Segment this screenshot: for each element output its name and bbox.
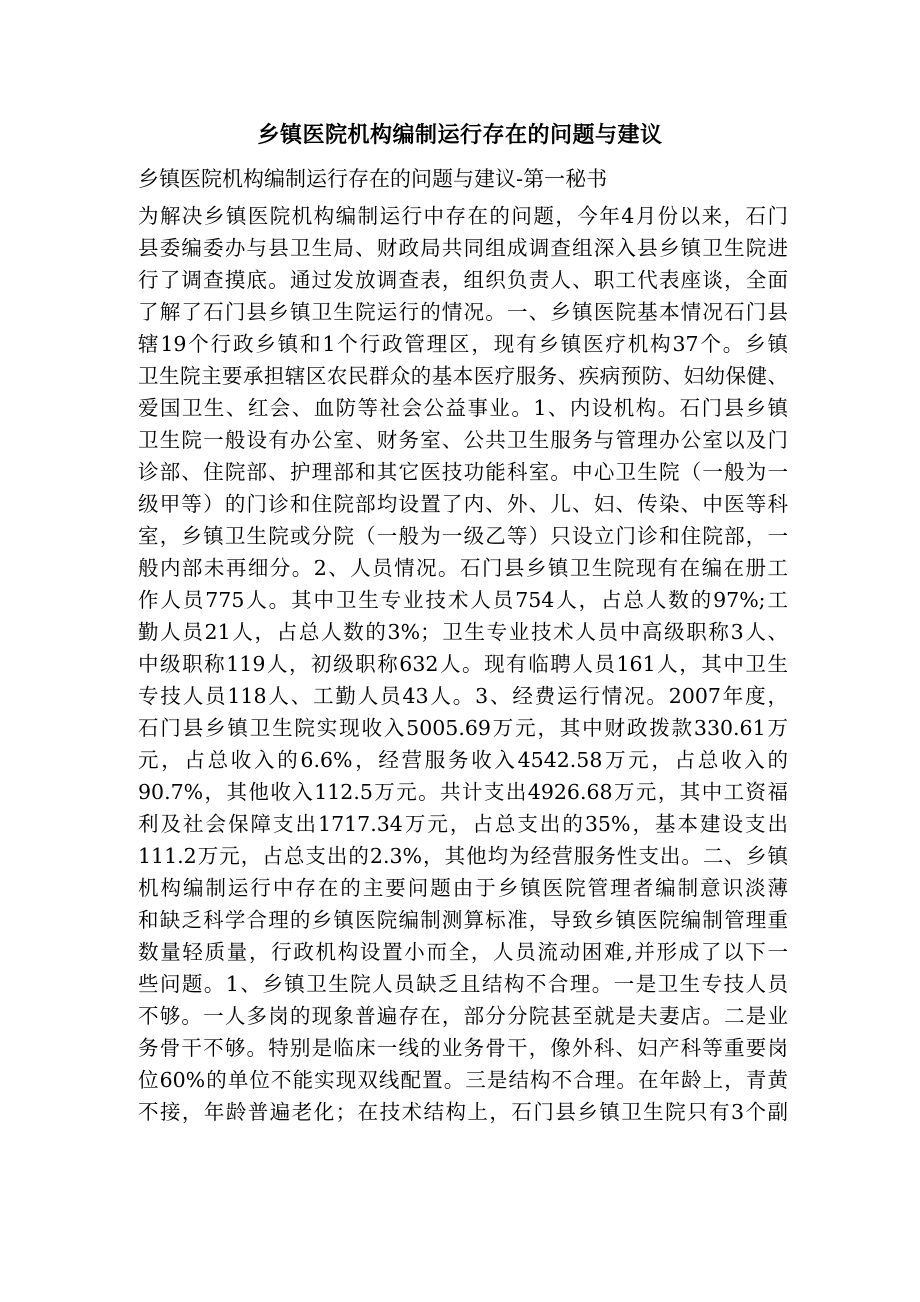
- body-line: 务骨干不够。特别是临床一线的业务骨干，像外科、妇产科等重要岗: [138, 1036, 788, 1060]
- body-line: 专技人员118人、工勤人员43人。3、经费运行情况。2007年度，: [138, 684, 788, 708]
- body-line: 卫生院主要承担辖区农民群众的基本医疗服务、疾病预防、妇幼保健、: [138, 364, 788, 388]
- document-body: [138, 200, 788, 1128]
- body-line: 勤人员21人，占总人数的3%；卫生专业技术人员中高级职称3人、: [138, 620, 788, 644]
- body-line: 县委编委办与县卫生局、财政局共同组成调查组深入县乡镇卫生院进: [138, 236, 788, 260]
- body-line: 机构编制运行中存在的主要问题由于乡镇医院管理者编制意识淡薄: [138, 876, 788, 900]
- body-line: 位60%的单位不能实现双线配置。三是结构不合理。在年龄上，青黄: [138, 1068, 788, 1092]
- body-line: 些问题。1、乡镇卫生院人员缺乏且结构不合理。一是卫生专技人员: [138, 972, 788, 996]
- body-line: 中级职称119人，初级职称632人。现有临聘人员161人，其中卫生: [138, 652, 788, 676]
- body-line: 石门县乡镇卫生院实现收入5005.69万元，其中财政拨款330.61万: [138, 716, 788, 740]
- body-line: 室，乡镇卫生院或分院（一般为一级乙等）只设立门诊和住院部，一: [138, 524, 788, 548]
- body-line: 90.7%，其他收入112.5万元。共计支出4926.68万元，其中工资福: [138, 780, 788, 804]
- body-line: 行了调查摸底。通过发放调查表，组织负责人、职工代表座谈，全面: [138, 268, 788, 292]
- body-line: 和缺乏科学合理的乡镇医院编制测算标准，导致乡镇医院编制管理重: [138, 908, 788, 932]
- body-line: 般内部未再细分。2、人员情况。石门县乡镇卫生院现有在编在册工: [138, 556, 788, 580]
- body-line: 级甲等）的门诊和住院部均设置了内、外、儿、妇、传染、中医等科: [138, 492, 788, 516]
- body-line: 爱国卫生、红会、血防等社会公益事业。1、内设机构。石门县乡镇: [138, 396, 788, 420]
- body-line: 作人员775人。其中卫生专业技术人员754人，占总人数的97%;工: [138, 588, 788, 612]
- body-line: 卫生院一般设有办公室、财务室、公共卫生服务与管理办公室以及门: [138, 428, 788, 452]
- body-line: 不够。一人多岗的现象普遍存在，部分分院甚至就是夫妻店。二是业: [138, 1004, 788, 1028]
- document-title: 乡镇医院机构编制运行存在的问题与建议: [257, 122, 663, 148]
- body-line: 辖19个行政乡镇和1个行政管理区，现有乡镇医疗机构37个。乡镇: [138, 332, 788, 356]
- body-line: 数量轻质量，行政机构设置小而全，人员流动困难,并形成了以下一: [138, 940, 788, 964]
- body-line: 元，占总收入的6.6%，经营服务收入4542.58万元，占总收入的: [138, 748, 788, 772]
- body-line: 不接，年龄普遍老化；在技术结构上，石门县乡镇卫生院只有3个副: [138, 1100, 788, 1124]
- body-line: 了解了石门县乡镇卫生院运行的情况。一、乡镇医院基本情况石门县: [138, 300, 788, 324]
- body-line: 诊部、住院部、护理部和其它医技功能科室。中心卫生院（一般为一: [138, 460, 788, 484]
- body-line: 为解决乡镇医院机构编制运行中存在的问题，今年4月份以来，石门: [138, 204, 788, 228]
- document-subtitle: 乡镇医院机构编制运行存在的问题与建议-第一秘书: [138, 167, 608, 191]
- body-line: 111.2万元，占总支出的2.3%，其他均为经营服务性支出。二、乡镇: [138, 844, 788, 868]
- body-line: 利及社会保障支出1717.34万元，占总支出的35%，基本建设支出: [138, 812, 788, 836]
